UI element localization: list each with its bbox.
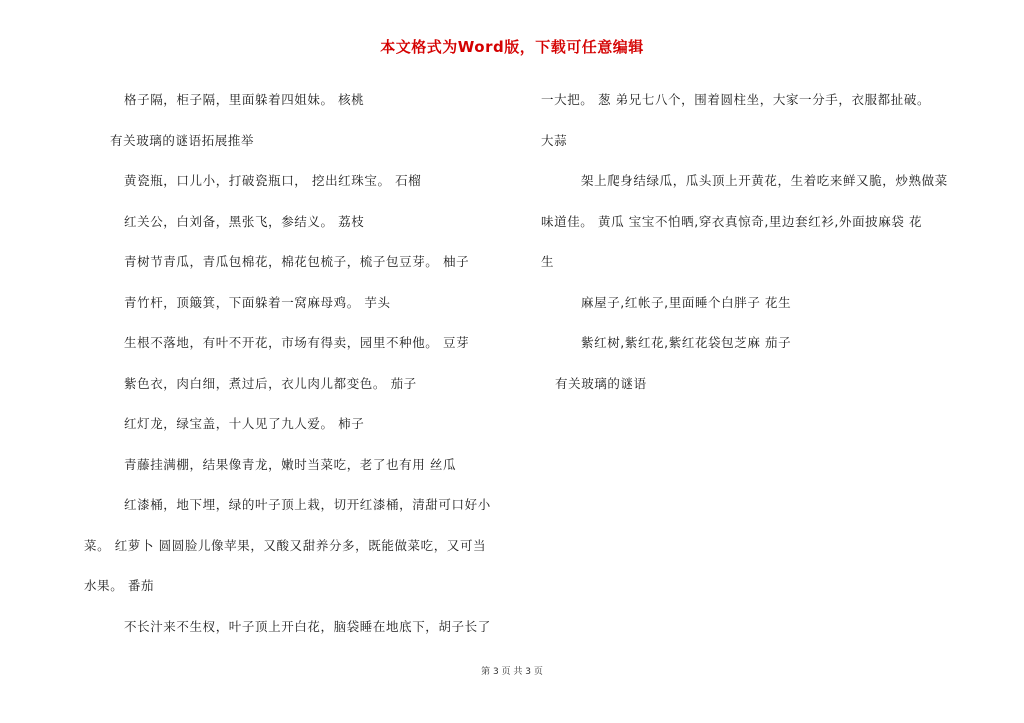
- text-line: 红关公，白刘备，黑张飞，参结义。 荔枝: [124, 213, 365, 229]
- text-line: 味道佳。 黄瓜 宝宝不怕晒,穿衣真惊奇,里边套红衫,外面披麻袋 花: [541, 213, 923, 229]
- text-line: 红漆桶，地下埋，绿的叶子顶上栽，切开红漆桶，清甜可口好小: [124, 497, 491, 512]
- document-banner: 本文格式为Word版，下载可任意编辑: [380, 38, 644, 56]
- text-line: 黄瓷瓶，口儿小，打破瓷瓶口， 挖出红珠宝。 石榴: [124, 173, 422, 188]
- text-line: 架上爬身结绿瓜，瓜头顶上开黄花，生着吃来鲜又脆，炒熟做菜: [581, 173, 948, 188]
- text-line: 格子隔，柜子隔，里面躲着四姐妹。 核桃: [124, 92, 365, 107]
- text-line: 紫色衣，肉白细，煮过后，衣儿肉儿都变色。 茄子: [124, 375, 417, 391]
- text-line: 麻屋子,红帐子,里面睡个白胖子 花生: [581, 294, 792, 310]
- text-line: 青竹杆，顶簸箕，下面躲着一窝麻母鸡。 芋头: [124, 294, 391, 310]
- text-line: 一大把。 葱 弟兄七八个，围着圆柱坐，大家一分手，衣服都扯破。: [541, 92, 931, 107]
- text-line: 水果。 番茄: [84, 578, 155, 593]
- left-column: [84, 80, 504, 647]
- text-line: 大蒜: [541, 132, 568, 148]
- text-line: 生根不落地，有叶不开花，市场有得卖，园里不种他。 豆芽: [124, 335, 470, 350]
- section-heading: 有关玻璃的谜语: [555, 375, 647, 391]
- text-line: 菜。 红萝卜 圆圆脸儿像苹果，又酸又甜养分多，既能做菜吃，又可当: [84, 537, 487, 553]
- text-line: 紫红树,紫红花,紫红花袋包芝麻 茄子: [581, 335, 792, 350]
- page-number: 第 3 页 共 3 页: [481, 667, 543, 677]
- text-line: 生: [541, 254, 555, 269]
- text-line: 青藤挂满棚，结果像青龙，嫩时当菜吃，老了也有用 丝瓜: [124, 456, 457, 472]
- text-line: 青树节青瓜，青瓜包棉花，棉花包梳子，梳子包豆芽。 柚子: [124, 254, 470, 269]
- text-line: 不长汁来不生杈，叶子顶上开白花，脑袋睡在地底下，胡子长了: [124, 618, 491, 634]
- right-column: [541, 80, 961, 404]
- section-heading: 有关玻璃的谜语拓展推举: [110, 132, 255, 148]
- text-line: 红灯龙，绿宝盖，十人见了九人爱。 柿子: [124, 416, 365, 431]
